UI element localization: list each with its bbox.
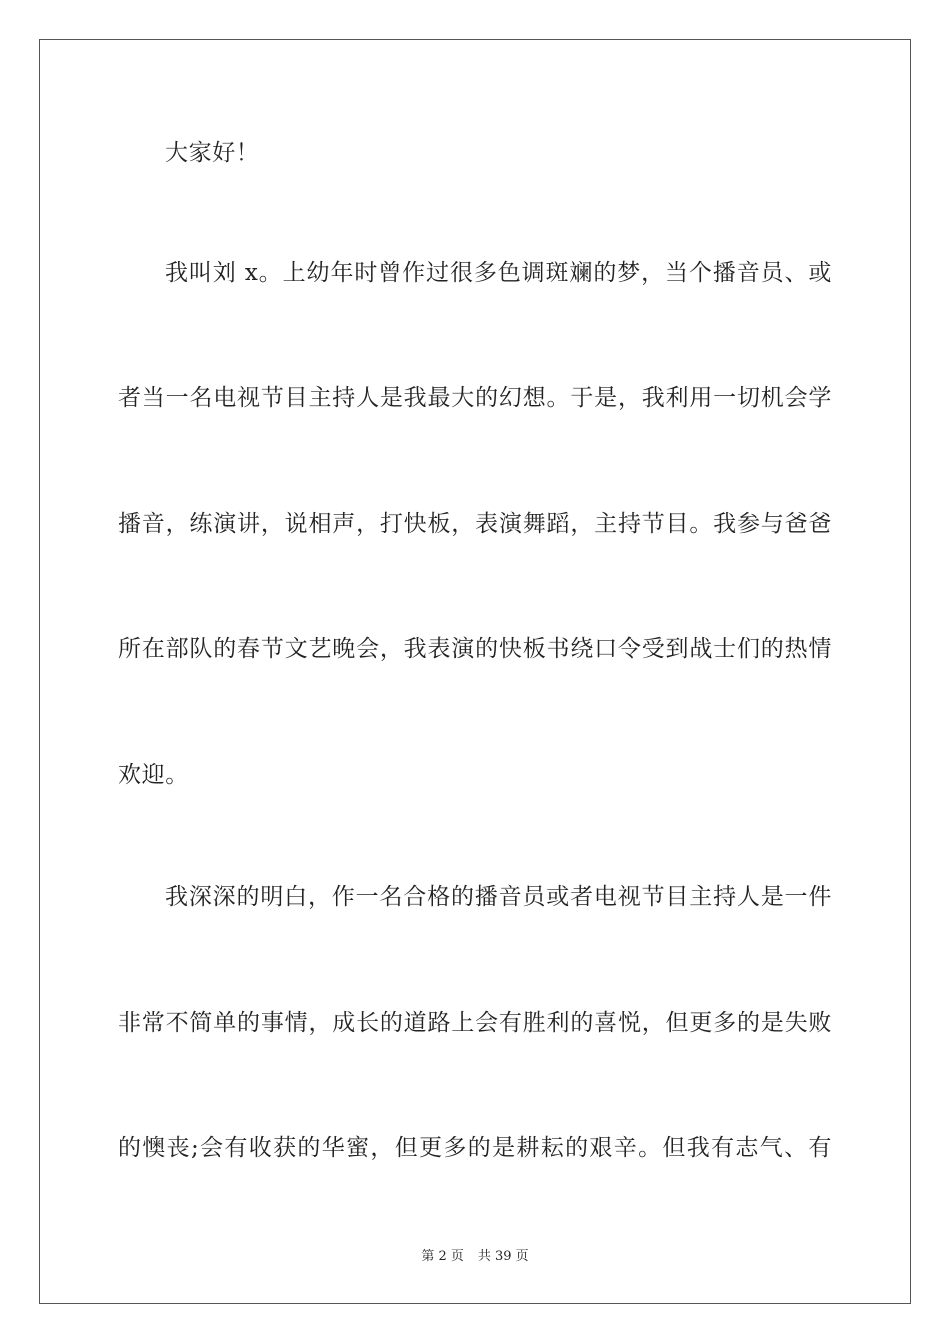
paragraph-2-line-2: 非常不简单的事情，成长的道路上会有胜利的喜悦，但更多的是失败 (118, 1010, 832, 1036)
paragraph-1-line-3: 播音，练演讲，说相声，打快板，表演舞蹈，主持节目。我参与爸爸 (118, 511, 832, 537)
paragraph-1-line-2: 者当一名电视节目主持人是我最大的幻想。于是，我利用一切机会学 (118, 385, 832, 411)
paragraph-1-line-1: 我叫刘 x。上幼年时曾作过很多色调斑斓的梦，当个播音员、或 (165, 260, 832, 286)
paragraph-2-line-3: 的懊丧;会有收获的华蜜，但更多的是耕耘的艰辛。但我有志气、有 (118, 1135, 832, 1161)
page-number: 第 2 页 (421, 1249, 464, 1264)
paragraph-2-line-1: 我深深的明白，作一名合格的播音员或者电视节目主持人是一件 (165, 884, 832, 910)
page-footer (0, 1248, 950, 1266)
total-pages: 共 39 页 (477, 1249, 529, 1264)
page-border (39, 39, 911, 1304)
paragraph-1-line-5: 欢迎。 (118, 762, 189, 788)
paragraph-1-line-4: 所在部队的春节文艺晚会，我表演的快板书绕口令受到战士们的热情 (118, 636, 832, 662)
greeting-line: 大家好！ (165, 140, 260, 166)
